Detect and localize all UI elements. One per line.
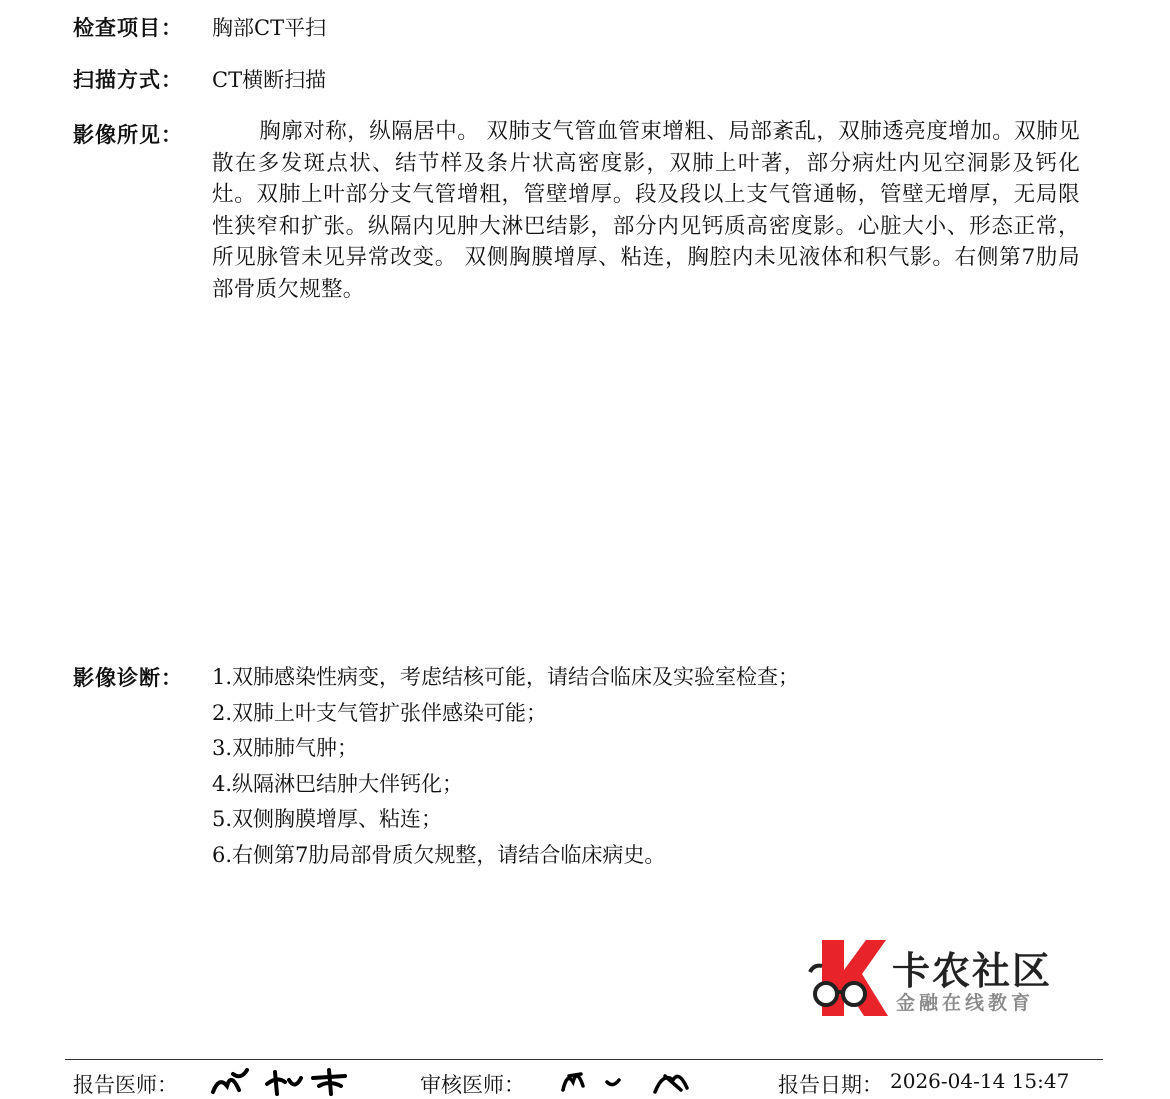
watermark-logo	[806, 934, 1074, 1024]
diagnosis-item: 2.双肺上叶支气管扩张伴感染可能；	[212, 700, 548, 725]
footer-divider	[65, 1059, 1103, 1060]
report-date-value: 2026-04-14 15:47	[890, 1069, 1070, 1093]
exam-item-value: 胸部CT平扫	[212, 16, 327, 40]
diagnosis-item: 5.双侧胸膜增厚、粘连；	[212, 807, 443, 831]
findings-label: 影像所见：	[73, 123, 183, 147]
diagnosis-item: 3.双肺肺气肿；	[212, 736, 359, 760]
diagnosis-label: 影像诊断：	[73, 666, 183, 690]
report-date-label: 报告日期：	[778, 1073, 883, 1097]
review-doctor-signature-icon	[555, 1062, 695, 1097]
diagnosis-item: 6.右侧第7肋局部骨质欠规整，请结合临床病史。	[212, 842, 666, 867]
logo-mark-icon	[806, 936, 890, 1022]
exam-item-label: 检查项目：	[73, 16, 183, 40]
report-doctor-label: 报告医师：	[73, 1073, 178, 1097]
findings-text: 胸廓对称，纵隔居中。 双肺支气管血管束增粗、局部紊乱，双肺透亮度增加。双肺见散在多发斑点状、结节样及条片状高密度影，双肺上叶著，部分病灶内见空洞影及钙化灶。双肺上叶部分支气管增粗，管壁增厚。段及段以上支气管通畅，管壁无增厚，无局限性狭窄和扩张。纵隔内见肿大淋巴结影，部分内见钙质高密度影。心脏大小、形态正常，所见脉管未见异常改变。 双侧胸膜增厚、粘连，胸腔内未见液体和积气影。右侧第7肋局部骨质欠规整。	[212, 119, 1080, 302]
diagnosis-item: 1.双肺感染性病变，考虑结核可能，请结合临床及实验室检查；	[212, 665, 800, 689]
scan-method-label: 扫描方式：	[73, 68, 183, 92]
report-doctor-signature-icon	[205, 1062, 355, 1097]
diagnosis-list	[212, 660, 799, 873]
review-doctor-label: 审核医师：	[420, 1073, 525, 1097]
scan-method-value: CT横断扫描	[212, 68, 327, 92]
diagnosis-item: 4.纵隔淋巴结肿大伴钙化；	[212, 771, 464, 796]
watermark-subtitle: 金融在线教育	[896, 992, 1035, 1014]
watermark-title: 卡农社区	[892, 949, 1053, 993]
